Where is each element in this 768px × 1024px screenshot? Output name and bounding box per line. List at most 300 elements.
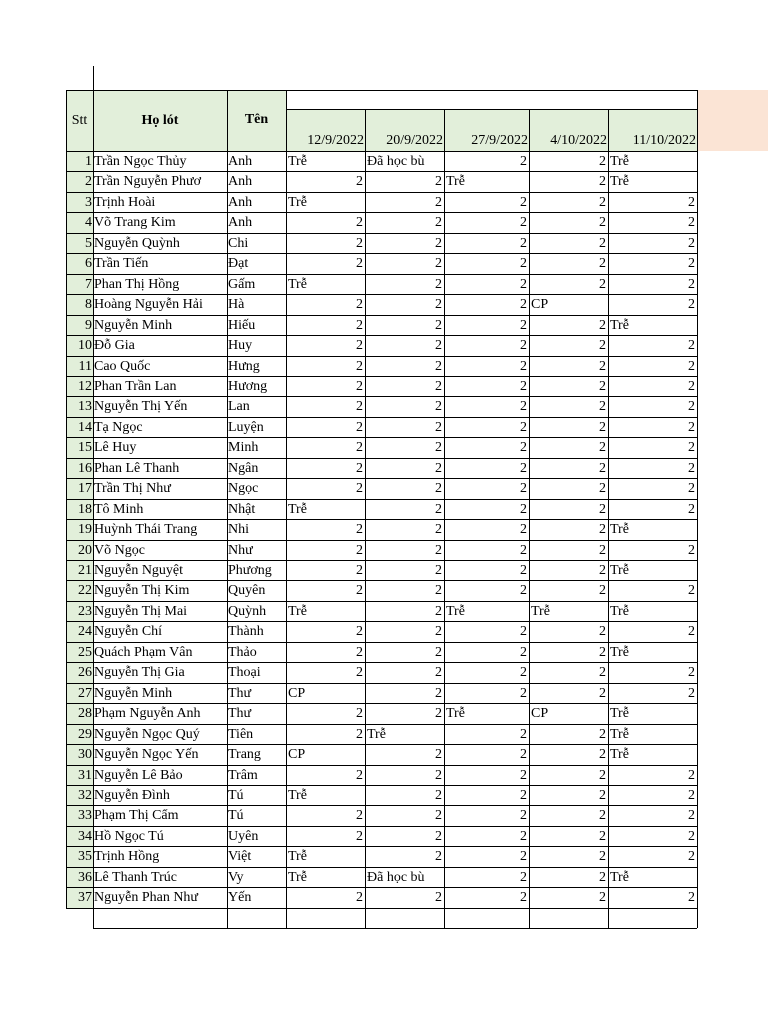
row-attendance-cell: 2 [688, 768, 695, 783]
row-attendance-cell: 2 [356, 359, 363, 374]
row-attendance-cell: 2 [356, 890, 363, 905]
row-attendance-cell: Trễ [610, 522, 629, 537]
row-attendance-cell: 2 [688, 461, 695, 476]
row-attendance-cell: 2 [520, 399, 527, 414]
row-attendance-cell: Trễ [610, 563, 629, 578]
row-attendance-cell: 2 [688, 277, 695, 292]
row-stt: 30 [78, 747, 92, 762]
row-attendance-cell: 2 [520, 297, 527, 312]
row-attendance-cell: 2 [356, 215, 363, 230]
row-attendance-cell: 2 [520, 277, 527, 292]
row-attendance-cell: 2 [520, 645, 527, 660]
row-ten: Tiên [228, 727, 254, 742]
row-attendance-cell: 2 [599, 522, 606, 537]
row-attendance-cell: 2 [520, 359, 527, 374]
row-attendance-cell: Trễ [610, 318, 629, 333]
row-attendance-cell: 2 [520, 727, 527, 742]
row-attendance-cell: Trễ [610, 604, 629, 619]
row-ho-lot: Hồ Ngọc Tú [94, 829, 164, 844]
row-ten: Trâm [228, 768, 258, 783]
row-attendance-cell: 2 [435, 195, 442, 210]
column-header-stt: Stt [71, 113, 88, 128]
row-attendance-cell: 2 [688, 379, 695, 394]
row-attendance-cell: 2 [688, 624, 695, 639]
row-attendance-cell: 2 [520, 195, 527, 210]
row-attendance-cell: 2 [435, 768, 442, 783]
row-attendance-cell: 2 [435, 215, 442, 230]
row-ho-lot: Võ Trang Kim [94, 215, 176, 230]
row-ten: Hà [228, 297, 245, 312]
row-ho-lot: Nguyễn Ngọc Yến [94, 747, 199, 762]
row-ten: Nhi [228, 522, 249, 537]
row-attendance-cell: Trễ [288, 788, 307, 803]
row-attendance-cell: CP [531, 706, 549, 721]
row-ten: Chi [228, 236, 249, 251]
row-attendance-cell: Trễ [610, 727, 629, 742]
row-ten: Anh [228, 215, 253, 230]
row-attendance-cell: 2 [599, 563, 606, 578]
row-attendance-cell: 2 [520, 808, 527, 823]
row-attendance-cell: 2 [688, 440, 695, 455]
row-attendance-cell: 2 [435, 481, 442, 496]
row-attendance-cell: 2 [435, 277, 442, 292]
row-ten: Đạt [228, 256, 249, 271]
row-attendance-cell: 2 [435, 604, 442, 619]
row-stt: 34 [78, 829, 92, 844]
row-attendance-cell: 2 [520, 563, 527, 578]
row-ten: Hương [228, 379, 268, 394]
row-attendance-cell: Trễ [610, 154, 629, 169]
row-stt: 6 [85, 256, 92, 271]
row-attendance-cell: 2 [520, 624, 527, 639]
row-attendance-cell: 2 [688, 808, 695, 823]
row-attendance-cell: 2 [599, 440, 606, 455]
row-ten: Luyện [228, 420, 264, 435]
row-attendance-cell: 2 [599, 399, 606, 414]
row-attendance-cell: 2 [520, 215, 527, 230]
row-attendance-cell: 2 [435, 563, 442, 578]
row-stt: 9 [85, 318, 92, 333]
row-attendance-cell: 2 [599, 829, 606, 844]
row-attendance-cell: 2 [520, 481, 527, 496]
row-ten: Anh [228, 154, 253, 169]
row-ho-lot: Trịnh Hồng [94, 849, 160, 864]
row-attendance-cell: 2 [520, 829, 527, 844]
row-ho-lot: Huỳnh Thái Trang [94, 522, 198, 537]
row-attendance-cell: 2 [520, 379, 527, 394]
row-attendance-cell: 2 [356, 174, 363, 189]
row-ho-lot: Nguyễn Đình [94, 788, 170, 803]
row-attendance-cell: 2 [435, 461, 442, 476]
row-attendance-cell: 2 [520, 502, 527, 517]
header-top-line [66, 90, 286, 91]
row-attendance-cell: 2 [520, 583, 527, 598]
row-ten: Thư [228, 686, 252, 701]
row-ten: Anh [228, 195, 253, 210]
row-attendance-cell: CP [288, 747, 306, 762]
row-ho-lot: Võ Ngọc [94, 543, 145, 558]
row-attendance-cell: 2 [435, 890, 442, 905]
row-stt: 24 [78, 624, 92, 639]
row-ten: Huy [228, 338, 253, 353]
row-attendance-cell: 2 [435, 624, 442, 639]
row-attendance-cell: 2 [599, 277, 606, 292]
column-header-date: 27/9/2022 [471, 133, 528, 148]
row-stt: 26 [78, 665, 92, 680]
row-ten: Yến [228, 890, 252, 905]
row-attendance-cell: 2 [356, 318, 363, 333]
row-ho-lot: Nguyễn Thị Kim [94, 583, 190, 598]
row-attendance-cell: 2 [520, 154, 527, 169]
column-line [697, 90, 698, 928]
row-attendance-cell: 2 [356, 829, 363, 844]
row-attendance-cell: 2 [688, 420, 695, 435]
row-attendance-cell: 2 [688, 890, 695, 905]
row-ten: Tú [228, 788, 244, 803]
row-attendance-cell: 2 [356, 624, 363, 639]
row-ten: Tú [228, 808, 244, 823]
row-stt: 15 [78, 440, 92, 455]
row-attendance-cell: 2 [356, 338, 363, 353]
row-attendance-cell: 2 [599, 195, 606, 210]
row-attendance-cell: 2 [435, 686, 442, 701]
row-ho-lot: Nguyễn Quỳnh [94, 236, 180, 251]
row-attendance-cell: Trễ [610, 706, 629, 721]
row-attendance-cell: 2 [599, 318, 606, 333]
row-attendance-cell: 2 [356, 379, 363, 394]
row-attendance-cell: 2 [435, 174, 442, 189]
row-attendance-cell: 2 [356, 420, 363, 435]
row-stt: 8 [85, 297, 92, 312]
row-ho-lot: Phan Trần Lan [94, 379, 177, 394]
row-ho-lot: Trần Tiến [94, 256, 149, 271]
row-attendance-cell: 2 [599, 849, 606, 864]
row-attendance-cell: 2 [688, 686, 695, 701]
column-header-date: 4/10/2022 [550, 133, 607, 148]
row-attendance-cell: 2 [435, 502, 442, 517]
row-attendance-cell: Trễ [288, 154, 307, 169]
row-stt: 5 [85, 236, 92, 251]
row-stt: 20 [78, 543, 92, 558]
row-stt: 36 [78, 870, 92, 885]
row-ten: Thoại [228, 665, 261, 680]
row-attendance-cell: 2 [688, 338, 695, 353]
row-stt: 31 [78, 768, 92, 783]
row-attendance-cell: Trễ [288, 870, 307, 885]
row-attendance-cell: 2 [688, 256, 695, 271]
row-ten: Thảo [228, 645, 257, 660]
row-ten: Vy [228, 870, 244, 885]
row-attendance-cell: 2 [356, 645, 363, 660]
row-attendance-cell: 2 [520, 522, 527, 537]
row-ten: Việt [228, 849, 252, 864]
row-attendance-cell: 2 [356, 706, 363, 721]
row-ho-lot: Trần Thị Như [94, 481, 171, 496]
row-stt: 3 [85, 195, 92, 210]
row-ten: Lan [228, 399, 250, 414]
row-ho-lot: Nguyễn Phan Như [94, 890, 199, 905]
row-attendance-cell: 2 [688, 481, 695, 496]
row-ho-lot: Phạm Nguyễn Anh [94, 706, 201, 721]
row-attendance-cell: 2 [435, 522, 442, 537]
row-ten: Ngọc [228, 481, 259, 496]
row-attendance-cell: 2 [599, 768, 606, 783]
row-attendance-cell: Trễ [288, 502, 307, 517]
row-attendance-cell: 2 [520, 890, 527, 905]
row-ho-lot: Nguyễn Thị Mai [94, 604, 188, 619]
row-ten: Thư [228, 706, 252, 721]
row-attendance-cell: Trễ [288, 195, 307, 210]
row-attendance-cell: 2 [356, 665, 363, 680]
row-ten: Quyên [228, 583, 266, 598]
row-attendance-cell: Trễ [531, 604, 550, 619]
row-attendance-cell: 2 [435, 440, 442, 455]
row-attendance-cell: 2 [688, 236, 695, 251]
row-stt: 10 [78, 338, 92, 353]
row-attendance-cell: 2 [599, 624, 606, 639]
row-ho-lot: Lê Huy [94, 440, 137, 455]
row-attendance-cell: Trễ [446, 174, 465, 189]
row-attendance-cell: Trễ [610, 645, 629, 660]
margin-line [93, 66, 94, 90]
row-ten: Phương [228, 563, 272, 578]
row-ho-lot: Nguyễn Thị Yến [94, 399, 188, 414]
column-header-ten: Tên [244, 112, 269, 127]
row-attendance-cell: 2 [435, 318, 442, 333]
row-ho-lot: Hoàng Nguyễn Hải [94, 297, 203, 312]
row-attendance-cell: 2 [599, 686, 606, 701]
row-stt: 17 [78, 481, 92, 496]
row-attendance-cell: 2 [520, 665, 527, 680]
row-stt: 22 [78, 583, 92, 598]
row-ho-lot: Tô Minh [94, 502, 144, 517]
row-ho-lot: Tạ Ngọc [94, 420, 143, 435]
row-ho-lot: Phan Thị Hồng [94, 277, 180, 292]
row-ten: Như [228, 543, 253, 558]
row-attendance-cell: 2 [435, 706, 442, 721]
row-attendance-cell: 2 [599, 583, 606, 598]
row-attendance-cell: 2 [599, 174, 606, 189]
row-attendance-cell: Trễ [610, 174, 629, 189]
row-attendance-cell: 2 [435, 665, 442, 680]
row-stt: 29 [78, 727, 92, 742]
row-stt: 12 [78, 379, 92, 394]
row-attendance-cell: 2 [688, 583, 695, 598]
row-line [66, 908, 697, 909]
row-attendance-cell: 2 [599, 645, 606, 660]
row-attendance-cell: 2 [356, 256, 363, 271]
row-ho-lot: Lê Thanh Trúc [94, 870, 177, 885]
row-stt: 28 [78, 706, 92, 721]
row-attendance-cell: Đã học bù [367, 870, 425, 885]
row-attendance-cell: 2 [520, 461, 527, 476]
row-attendance-cell: 2 [688, 195, 695, 210]
row-attendance-cell: 2 [435, 359, 442, 374]
row-attendance-cell: 2 [599, 890, 606, 905]
row-attendance-cell: 2 [435, 256, 442, 271]
row-attendance-cell: Đã học bù [367, 154, 425, 169]
row-attendance-cell: 2 [599, 502, 606, 517]
row-attendance-cell: 2 [520, 788, 527, 803]
accent-fill [697, 90, 768, 151]
row-attendance-cell: 2 [688, 788, 695, 803]
date-header-inner-line [286, 109, 697, 110]
row-stt: 14 [78, 420, 92, 435]
row-attendance-cell: 2 [599, 808, 606, 823]
row-attendance-cell: 2 [599, 727, 606, 742]
row-attendance-cell: 2 [688, 502, 695, 517]
row-attendance-cell: 2 [520, 543, 527, 558]
row-stt: 4 [85, 215, 92, 230]
row-attendance-cell: 2 [435, 788, 442, 803]
row-attendance-cell: 2 [520, 420, 527, 435]
row-attendance-cell: 2 [356, 297, 363, 312]
row-ho-lot: Đỗ Gia [94, 338, 135, 353]
row-attendance-cell: 2 [599, 256, 606, 271]
row-attendance-cell: 2 [688, 829, 695, 844]
row-attendance-cell: 2 [599, 236, 606, 251]
row-ten: Hưng [228, 359, 260, 374]
row-attendance-cell: 2 [435, 829, 442, 844]
row-ten: Hiếu [228, 318, 256, 333]
row-attendance-cell: 2 [435, 645, 442, 660]
row-attendance-cell: 2 [520, 236, 527, 251]
row-attendance-cell: 2 [599, 665, 606, 680]
row-attendance-cell: 2 [356, 399, 363, 414]
row-attendance-cell: 2 [520, 318, 527, 333]
row-attendance-cell: 2 [688, 849, 695, 864]
row-attendance-cell: Trễ [288, 849, 307, 864]
row-attendance-cell: 2 [599, 379, 606, 394]
row-attendance-cell: 2 [599, 788, 606, 803]
row-attendance-cell: 2 [688, 399, 695, 414]
row-attendance-cell: 2 [520, 747, 527, 762]
row-attendance-cell: 2 [435, 236, 442, 251]
row-stt: 13 [78, 399, 92, 414]
row-ho-lot: Nguyễn Ngọc Quý [94, 727, 200, 742]
row-ho-lot: Nguyễn Lê Bảo [94, 768, 183, 783]
row-stt: 2 [85, 174, 92, 189]
row-ho-lot: Nguyễn Chí [94, 624, 163, 639]
row-stt: 7 [85, 277, 92, 292]
row-stt: 19 [78, 522, 92, 537]
row-attendance-cell: 2 [599, 870, 606, 885]
row-attendance-cell: 2 [435, 297, 442, 312]
row-attendance-cell: Trễ [610, 870, 629, 885]
row-attendance-cell: 2 [356, 583, 363, 598]
row-ho-lot: Cao Quốc [94, 359, 151, 374]
row-ho-lot: Trần Nguyễn Phươ [94, 174, 202, 189]
row-attendance-cell: CP [531, 297, 549, 312]
row-attendance-cell: 2 [688, 359, 695, 374]
row-ten: Anh [228, 174, 253, 189]
column-header-date: 11/10/2022 [632, 133, 696, 148]
row-stt: 23 [78, 604, 92, 619]
row-ten: Minh [228, 440, 259, 455]
row-stt: 25 [78, 645, 92, 660]
row-ho-lot: Quách Phạm Vân [94, 645, 193, 660]
row-attendance-cell: 2 [520, 440, 527, 455]
row-ten: Uyên [228, 829, 259, 844]
row-attendance-cell: 2 [520, 849, 527, 864]
row-attendance-cell: 2 [435, 543, 442, 558]
row-ten: Gấm [228, 277, 256, 292]
row-attendance-cell: 2 [435, 338, 442, 353]
row-ho-lot: Phan Lê Thanh [94, 461, 180, 476]
row-ten: Nhật [228, 502, 256, 517]
row-ho-lot: Trần Ngọc Thủy [94, 154, 187, 169]
row-attendance-cell: 2 [599, 747, 606, 762]
row-attendance-cell: Trễ [367, 727, 386, 742]
date-header-top-line [286, 90, 697, 91]
row-attendance-cell: 2 [435, 808, 442, 823]
row-ten: Trang [228, 747, 261, 762]
row-attendance-cell: Trễ [446, 604, 465, 619]
row-ten: Ngân [228, 461, 259, 476]
row-attendance-cell: Trễ [288, 604, 307, 619]
row-attendance-cell: 2 [688, 297, 695, 312]
row-stt: 32 [78, 788, 92, 803]
row-stt: 21 [78, 563, 92, 578]
row-stt: 37 [78, 890, 92, 905]
row-stt: 35 [78, 849, 92, 864]
column-header-ho-lot: Họ lót [141, 113, 179, 128]
row-attendance-cell: 2 [599, 359, 606, 374]
row-ho-lot: Nguyễn Nguyệt [94, 563, 184, 578]
row-stt: 18 [78, 502, 92, 517]
row-stt: 27 [78, 686, 92, 701]
row-ho-lot: Phạm Thị Cẩm [94, 808, 179, 823]
row-attendance-cell: 2 [599, 215, 606, 230]
row-attendance-cell: 2 [435, 420, 442, 435]
row-ho-lot: Nguyễn Minh [94, 686, 173, 701]
row-stt: 16 [78, 461, 92, 476]
row-attendance-cell: 2 [435, 399, 442, 414]
row-ho-lot: Trịnh Hoài [94, 195, 156, 210]
row-attendance-cell: 2 [599, 461, 606, 476]
row-line [93, 928, 697, 929]
row-attendance-cell: CP [288, 686, 306, 701]
row-attendance-cell: 2 [435, 583, 442, 598]
row-attendance-cell: 2 [435, 747, 442, 762]
row-attendance-cell: 2 [356, 236, 363, 251]
row-attendance-cell: 2 [688, 665, 695, 680]
row-attendance-cell: Trễ [288, 277, 307, 292]
row-ho-lot: Nguyễn Thị Gia [94, 665, 185, 680]
column-header-date: 12/9/2022 [307, 133, 364, 148]
row-attendance-cell: 2 [520, 338, 527, 353]
row-attendance-cell: 2 [356, 522, 363, 537]
row-attendance-cell: 2 [356, 727, 363, 742]
row-ten: Thành [228, 624, 264, 639]
row-attendance-cell: 2 [688, 543, 695, 558]
row-stt: 1 [85, 154, 92, 169]
row-attendance-cell: 2 [599, 420, 606, 435]
row-attendance-cell: 2 [356, 481, 363, 496]
row-attendance-cell: 2 [599, 154, 606, 169]
row-attendance-cell: 2 [356, 440, 363, 455]
row-attendance-cell: 2 [520, 256, 527, 271]
row-attendance-cell: 2 [520, 768, 527, 783]
row-attendance-cell: 2 [356, 808, 363, 823]
row-attendance-cell: 2 [435, 849, 442, 864]
row-stt: 33 [78, 808, 92, 823]
row-attendance-cell: Trễ [446, 706, 465, 721]
row-attendance-cell: 2 [356, 563, 363, 578]
row-ten: Quỳnh [228, 604, 267, 619]
row-attendance-cell: 2 [435, 379, 442, 394]
row-attendance-cell: 2 [688, 215, 695, 230]
